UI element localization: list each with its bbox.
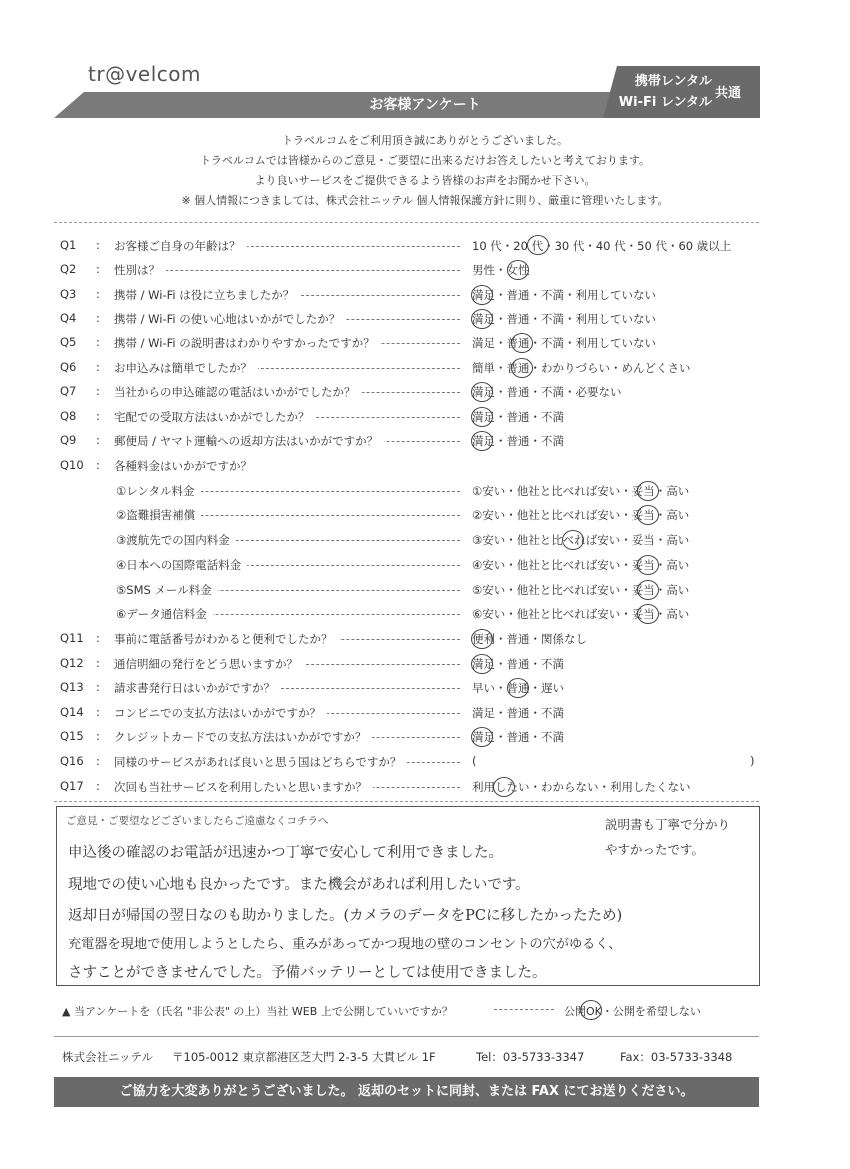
answer-options: 満足・普通・不満 <box>472 657 564 671</box>
answer-circle <box>637 555 659 575</box>
answer-options: 満足・普通・不満 <box>472 730 564 744</box>
fee-text: ③渡航先での国内料金 <box>116 532 236 548</box>
question-number: Q2 <box>60 262 77 276</box>
question-text: 事前に電話番号がわかると便利でしたか？ <box>114 631 339 647</box>
question-number: Q15 <box>60 729 84 743</box>
intro-line: より良いサービスをご提供できるよう皆様のお声をお聞かせ下さい。 <box>254 174 596 187</box>
handwritten-comment-line: 充電器を現地で使用しようとしたら、重みがあってかつ現地の壁のコンセントの穴がゆるく、 <box>68 937 622 952</box>
answer-options: 満足・普通・不満・利用していない <box>472 288 656 302</box>
question-number: Q17 <box>60 779 84 793</box>
question-text: 通信明細の発行をどう思いますか？ <box>114 656 304 672</box>
handwritten-comment-line: 返却日が帰国の翌日なのも助かりました。(カメラのデータをPCに移したかったため) <box>68 908 623 924</box>
publish-question: ▲ 当アンケートを（氏名 "非公表" の上）当社 WEB 上で公開していいですか？ <box>62 1005 453 1018</box>
answer-options: 満足・普通・不満・利用していない <box>472 312 656 326</box>
answer-circle <box>562 530 584 550</box>
comment-label: ご意見・ご要望などございましたらご遠慮なくコチラへ <box>66 815 329 827</box>
handwritten-comment-line: 現地での使い心地も良かったです。また機会があれば利用したいです。 <box>68 877 530 893</box>
question-row: Q12 : 通信明細の発行をどう思いますか？ 満足・普通・不満 <box>60 656 564 671</box>
question-row: Q14 : コンビニでの支払方法はいかがですか？ 満足・普通・不満 <box>60 705 564 720</box>
question-text: 各種料金はいかがですか？ <box>114 458 258 474</box>
question-text: クレジットカードでの支払方法はいかがですか？ <box>114 729 372 745</box>
question-text: 携帯 / Wi-Fi は役に立ちましたか？ <box>114 287 300 303</box>
answer-options: 簡単・普通・わかりづらい・めんどくさい <box>472 361 691 375</box>
answer-circle <box>637 604 659 624</box>
company-fax: Fax：03-5733-3348 <box>620 1050 733 1064</box>
question-text: お客様ご自身の年齢は？ <box>114 238 247 254</box>
question-number: Q5 <box>60 335 77 349</box>
question-row: Q5 : 携帯 / Wi-Fi の説明書はわかりやすかったですか？ 満足・普通・不満・利用していない <box>60 335 656 350</box>
answer-circle <box>507 260 529 280</box>
question-row: Q10 : 各種料金はいかがですか？ <box>60 458 760 480</box>
answer-circle <box>471 407 493 427</box>
logo: tr@velcom <box>88 62 201 86</box>
answer-circle <box>527 235 549 255</box>
service-label-wifi: Wi-Fi レンタル <box>618 95 712 110</box>
answer-circle <box>471 654 493 674</box>
question-text: コンビニでの支払方法はいかがですか？ <box>114 705 327 721</box>
question-number: Q14 <box>60 705 84 719</box>
answer-circle <box>637 505 659 525</box>
question-text: 次回も当社サービスを利用したいと思いますか？ <box>114 779 373 795</box>
question-number: Q16 <box>60 754 84 768</box>
answer-circle <box>471 382 493 402</box>
answer-options: 便利・普通・関係なし <box>472 632 587 646</box>
answer-options: ④安い・他社と比べれば安い・妥当・高い <box>472 558 690 572</box>
question-number: Q4 <box>60 311 77 325</box>
answer-options: 満足・普通・不満 <box>472 434 564 448</box>
company-name: 株式会社ニッテル <box>62 1050 153 1064</box>
fee-text: ⑥データ通信料金 <box>116 606 213 622</box>
publish-answer: 公開OK・公開を希望しない <box>564 1005 701 1018</box>
answer-options: 満足・普通・不満・利用していない <box>472 336 656 350</box>
answer-circle <box>471 629 493 649</box>
question-row: Q9 : 郵便局 / ヤマト運輸への返却方法はいかがですか？ 満足・普通・不満 <box>60 433 564 448</box>
footer-message: ご協力を大変ありがとうございました。 返却のセットに同封、または FAX にてお送りください。 <box>119 1084 694 1099</box>
handwritten-comment-line: 申込後の確認のお電話が迅速かつ丁寧で安心して利用できました。 <box>68 845 503 861</box>
answer-circle <box>507 678 529 698</box>
question-text: お申込みは簡単でしたか？ <box>114 360 258 376</box>
question-number: Q6 <box>60 360 77 374</box>
question-text: 携帯 / Wi-Fi の説明書はわかりやすかったですか？ <box>114 335 381 351</box>
question-row: Q11 : 事前に電話番号がわかると便利でしたか？ 便利・普通・関係なし <box>60 631 587 646</box>
question-row: Q17 : 次回も当社サービスを利用したいと思いますか？ 利用したい・わからない・利用したくない <box>60 779 691 794</box>
answer-options: 10 代・20 代・30 代・40 代・50 代・60 歳以上 <box>472 239 732 253</box>
answer-options: 満足・普通・不満 <box>472 706 564 720</box>
question-number: Q1 <box>60 238 77 252</box>
question-number: Q3 <box>60 287 77 301</box>
intro-line: トラベルコムをご利用頂き誠にありがとうございました。 <box>282 134 568 147</box>
fee-text: ④日本への国際電話料金 <box>116 557 247 573</box>
intro-line: ※ 個人情報につきましては、株式会社ニッテル 個人情報保護方針に則り、厳重に管理いたします。 <box>181 194 669 207</box>
question-row: Q16 : 同様のサービスがあれば良いと思う国はどちらですか？ ( ) <box>60 754 755 769</box>
question-text: 当社からの申込確認の電話はいかがでしたか？ <box>114 384 362 400</box>
question-row: Q6 : お申込みは簡単でしたか？ 簡単・普通・わかりづらい・めんどくさい <box>60 360 691 375</box>
answer-options: 利用したい・わからない・利用したくない <box>472 780 691 794</box>
publish-consent-row <box>62 1003 762 1019</box>
divider <box>54 222 759 223</box>
service-label-phone: 携帯レンタル <box>634 74 712 89</box>
question-number: Q9 <box>60 433 77 447</box>
answer-close-bracket: ) <box>750 754 755 768</box>
question-row: Q3 : 携帯 / Wi-Fi は役に立ちましたか？ 満足・普通・不満・利用していない <box>60 287 656 302</box>
page-title: お客様アンケート <box>369 97 481 113</box>
question-text: 同様のサービスがあれば良いと思う国はどちらですか？ <box>114 754 407 770</box>
answer-circle <box>580 1000 602 1020</box>
question-row: Q1 : お客様ご自身の年齢は？ 10 代・20 代・30 代・40 代・50 代・60 歳以上 <box>60 238 732 253</box>
fee-row <box>60 532 760 554</box>
handwritten-side-note: やすかったです。 <box>605 842 705 857</box>
question-number: Q8 <box>60 409 77 423</box>
fee-text: ②盗難損害補償 <box>116 507 201 523</box>
company-address: 〒105-0012 東京都港区芝大門 2-3-5 大貫ビル 1F <box>172 1050 436 1064</box>
answer-open-bracket: ( <box>472 754 477 768</box>
question-number: Q11 <box>60 631 84 645</box>
answer-options: ③安い・他社と比べれば安い・妥当・高い <box>472 533 690 547</box>
question-row: Q4 : 携帯 / Wi-Fi の使い心地はいかがでしたか？ 満足・普通・不満・利用していない <box>60 311 656 326</box>
question-text: 郵便局 / ヤマト運輸への返却方法はいかがですか？ <box>114 433 384 449</box>
answer-options: 男性・女性 <box>472 263 530 277</box>
question-number: Q7 <box>60 384 77 398</box>
answer-circle <box>471 285 493 305</box>
answer-circle <box>471 309 493 329</box>
question-number: Q12 <box>60 656 84 670</box>
answer-options: 早い・普通・遅い <box>472 681 564 695</box>
question-number: Q13 <box>60 680 84 694</box>
handwritten-side-note: 説明書も丁寧で分かり <box>605 817 731 832</box>
answer-circle <box>471 727 493 747</box>
question-text: 宅配での受取方法はいかがでしたか？ <box>114 409 316 425</box>
answer-circle <box>471 431 493 451</box>
answer-options: ①安い・他社と比べれば安い・妥当・高い <box>472 484 690 498</box>
question-text: 性別は？ <box>114 262 166 278</box>
answer-options: ⑥安い・他社と比べれば安い・妥当・高い <box>472 607 690 621</box>
question-row: Q2 : 性別は？ 男性・女性 <box>60 262 530 277</box>
answer-options: 満足・普通・不満 <box>472 410 564 424</box>
company-tel: Tel：03-5733-3347 <box>476 1050 585 1064</box>
service-label-common: 共通 <box>715 86 742 101</box>
answer-circle <box>637 580 659 600</box>
handwritten-comment-line: さすことができませんでした。予備バッテリーとしては使用できました。 <box>68 965 547 981</box>
answer-options: 満足・普通・不満・必要ない <box>472 385 622 399</box>
question-row: Q15 : クレジットカードでの支払方法はいかがですか？ 満足・普通・不満 <box>60 729 564 744</box>
comment-box[interactable] <box>56 806 760 986</box>
divider <box>54 801 759 802</box>
answer-options: ⑤安い・他社と比べれば安い・妥当・高い <box>472 583 690 597</box>
answer-circle <box>511 358 533 378</box>
answer-circle <box>637 481 659 501</box>
question-row: Q7 : 当社からの申込確認の電話はいかがでしたか？ 満足・普通・不満・必要ない <box>60 384 622 399</box>
answer-circle <box>493 777 515 797</box>
fee-text: ①レンタル料金 <box>116 483 201 499</box>
question-text: 携帯 / Wi-Fi の使い心地はいかがでしたか？ <box>114 311 346 327</box>
divider <box>54 1036 759 1037</box>
question-row: Q13 : 請求書発行日はいかがですか？ 早い・普通・遅い <box>60 680 564 695</box>
fee-text: ⑤SMS メール料金 <box>116 582 218 598</box>
answer-circle <box>511 333 533 353</box>
question-number: Q10 <box>60 458 84 472</box>
question-row: Q8 : 宅配での受取方法はいかがでしたか？ 満足・普通・不満 <box>60 409 564 424</box>
intro-line: トラベルコムでは皆様からのご意見・ご要望に出来るだけお答えしたいと考えております。 <box>199 154 651 167</box>
answer-options: ②安い・他社と比べれば安い・妥当・高い <box>472 508 690 522</box>
question-text: 請求書発行日はいかがですか？ <box>114 680 281 696</box>
